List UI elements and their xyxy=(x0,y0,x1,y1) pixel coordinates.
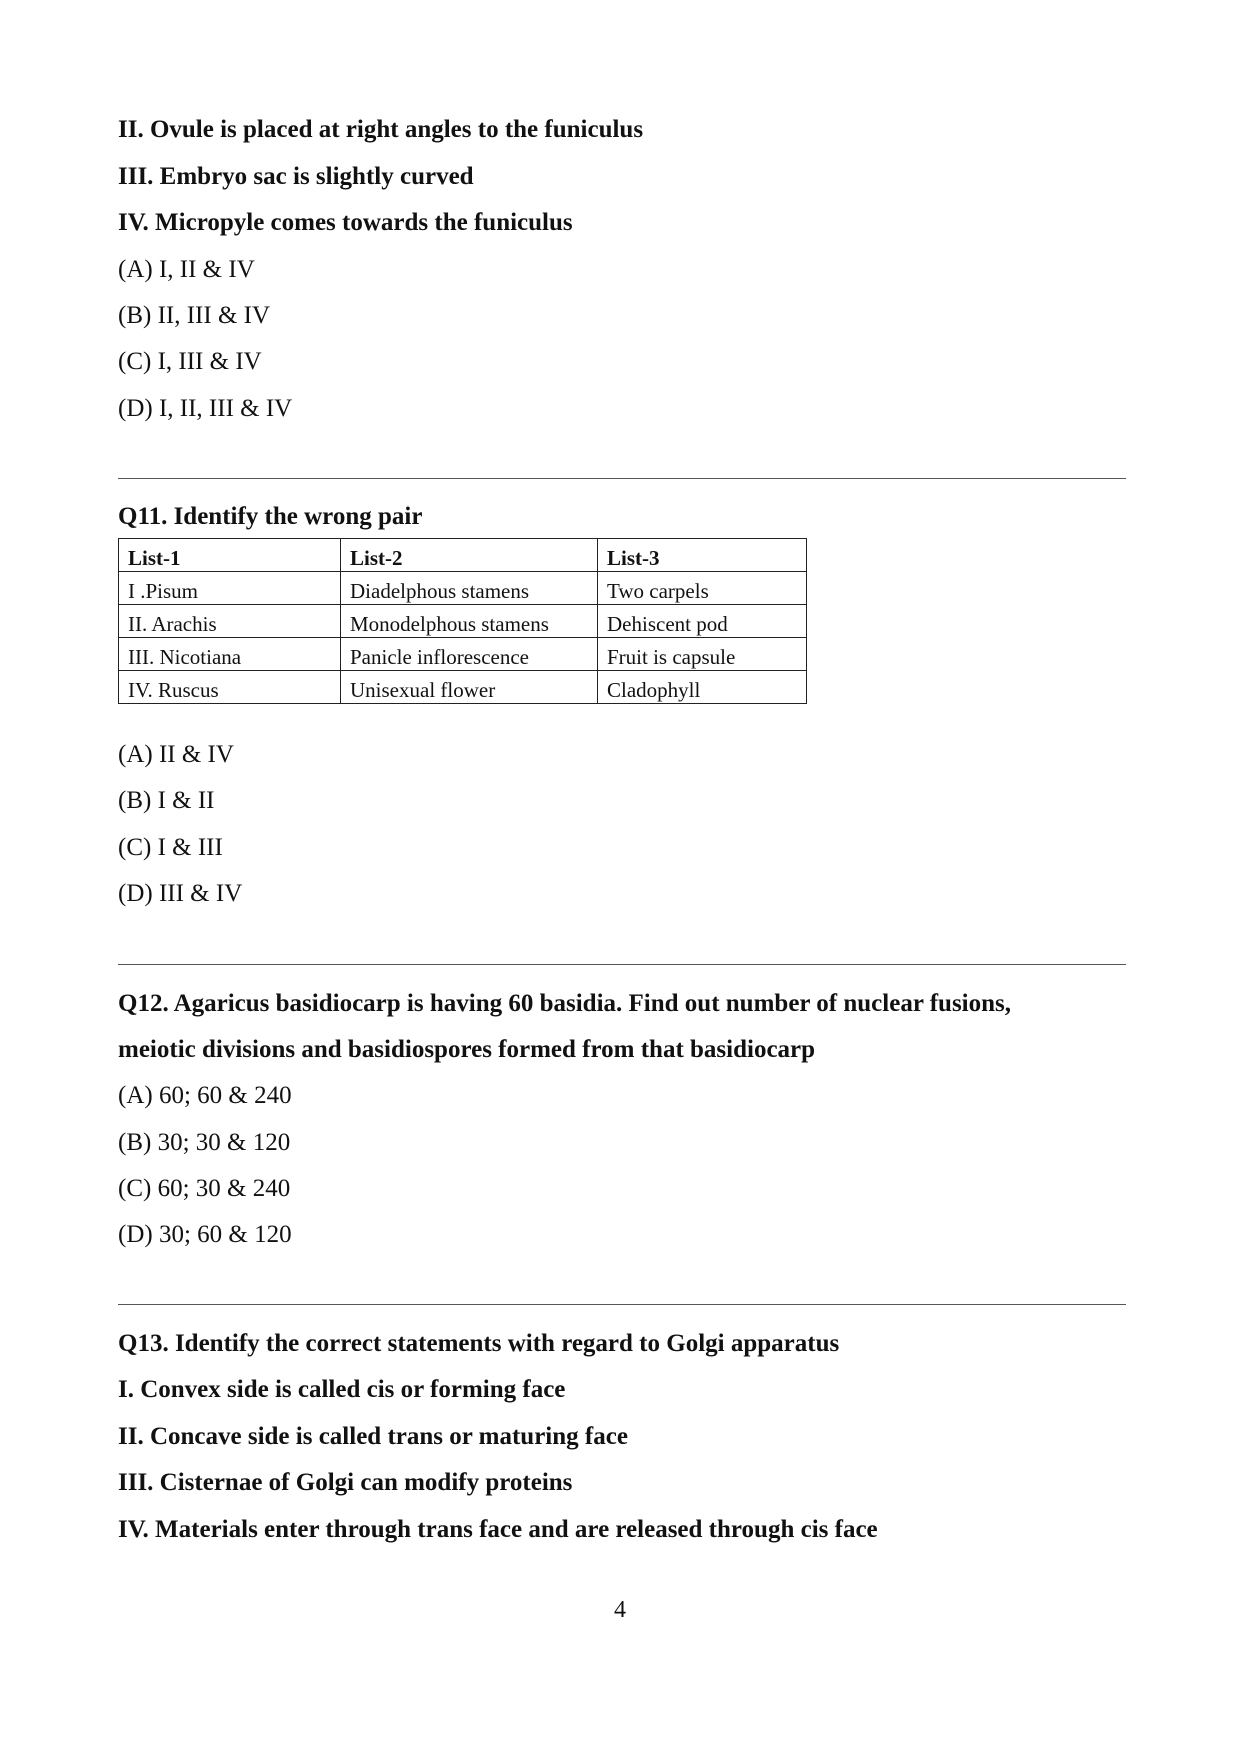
table-header: List-3 xyxy=(598,539,807,572)
q12-option-b: (B) 30; 30 & 120 xyxy=(118,1129,291,1156)
q13-statement-1: I. Convex side is called cis or forming face xyxy=(118,1376,566,1403)
q12-question-line2: meiotic divisions and basidiospores formed from that basidiocarp xyxy=(118,1036,816,1063)
table-row xyxy=(119,572,807,605)
q10-statement-3: III. Embryo sac is slightly curved xyxy=(118,163,474,190)
table-header-row xyxy=(119,539,807,572)
table-header: List-2 xyxy=(341,539,598,572)
q10-option-a: (A) I, II & IV xyxy=(118,256,255,283)
divider xyxy=(118,1304,1126,1305)
q10-option-c: (C) I, III & IV xyxy=(118,348,262,375)
q10-option-b: (B) II, III & IV xyxy=(118,302,271,329)
table-cell: Two carpels xyxy=(598,572,807,605)
q11-option-c: (C) I & III xyxy=(118,834,223,861)
divider xyxy=(118,964,1126,965)
table-cell: I .Pisum xyxy=(119,572,341,605)
q13-statement-4: IV. Materials enter through trans face and are released through cis face xyxy=(118,1516,878,1543)
q11-option-a: (A) II & IV xyxy=(118,741,234,768)
table-row xyxy=(119,671,807,704)
q11-option-d: (D) III & IV xyxy=(118,880,243,907)
table-cell: Cladophyll xyxy=(598,671,807,704)
table-cell: Unisexual flower xyxy=(341,671,598,704)
table-cell: Panicle inflorescence xyxy=(341,638,598,671)
q10-option-d: (D) I, II, III & IV xyxy=(118,395,293,422)
table-cell: IV. Ruscus xyxy=(119,671,341,704)
table-cell: Monodelphous stamens xyxy=(341,605,598,638)
table-cell: Diadelphous stamens xyxy=(341,572,598,605)
table-row xyxy=(119,605,807,638)
table-cell: III. Nicotiana xyxy=(119,638,341,671)
q13-statement-3: III. Cisternae of Golgi can modify proteins xyxy=(118,1469,573,1496)
table-cell: II. Arachis xyxy=(119,605,341,638)
q10-statement-4: IV. Micropyle comes towards the funiculus xyxy=(118,209,573,236)
q12-option-d: (D) 30; 60 & 120 xyxy=(118,1221,292,1248)
table-cell: Fruit is capsule xyxy=(598,638,807,671)
q10-statement-2: II. Ovule is placed at right angles to the funiculus xyxy=(118,116,644,143)
q13-statement-2: II. Concave side is called trans or maturing face xyxy=(118,1423,628,1450)
q11-question: Q11. Identify the wrong pair xyxy=(118,503,423,530)
q13-question: Q13. Identify the correct statements with regard to Golgi apparatus xyxy=(118,1330,840,1357)
q12-question-line1: Q12. Agaricus basidiocarp is having 60 basidia. Find out number of nuclear fusions, xyxy=(118,990,1012,1017)
q11-table xyxy=(118,538,807,704)
page-number: 4 xyxy=(614,1597,626,1623)
table-row xyxy=(119,638,807,671)
table-header: List-1 xyxy=(119,539,341,572)
q11-option-b: (B) I & II xyxy=(118,787,215,814)
divider xyxy=(118,478,1126,479)
table-cell: Dehiscent pod xyxy=(598,605,807,638)
q12-option-c: (C) 60; 30 & 240 xyxy=(118,1175,291,1202)
q12-option-a: (A) 60; 60 & 240 xyxy=(118,1082,292,1109)
